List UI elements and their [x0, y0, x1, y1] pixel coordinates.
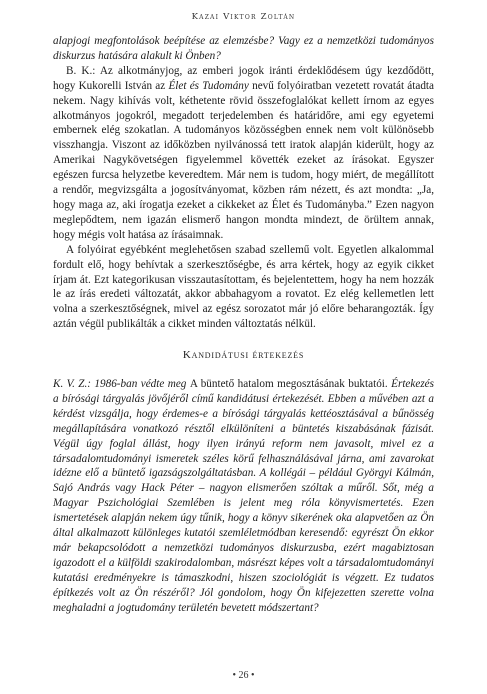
running-head: Kazai Viktor Zoltán [191, 12, 296, 22]
text-run: A büntető hatalom megosztásának buktatói. [189, 378, 388, 391]
paragraph [53, 377, 434, 616]
italic-text: alapjogi megfontolások beépítése az elemzésbe? Vagy ez a nemzetközi tudományos diskurzus hatására alakult ki Önben? [53, 35, 434, 62]
italic-text: Értekezés a bírósági tárgyalás jövőjéről című kandidátusi értekezését. Ebben a művében azt a kérdést vizsgálja, hogy érdemes-e a bírósági tárgyalás kettéosztásával a bűnösség megállapítására vonatkozó résztől elkülöníteni a büntetés kiszabásának fázisát. Végül úgy foglal állást, hogy ilyen irányú reform nem javasolt, mivel ez a társadalomtudományi ismeretek széles körű felhasználásával járna, ami zavarokat idézne elő a büntető igazságszolgáltatásban. A kollégái – például Györgyi Kálmán, Sajó András vagy Hack Péter – nagyon elismerően szóltak a műről. Sőt, még a Magyar Pszichológiai Szemlében is jelent meg róla könyvismertetés. Ezen ismertetések alapján nekem úgy tűnik, hogy a könyv sikerének oka alapvetően az Ön által alkalmazott különleges kutatói szemléletmódban keresendő: egyrészt Ön ekkor már bekapcsolódott a nemzetközi tudományos diskurzusba, ezért magabiztosan igazodott el a külföldi szakirodalomban, másrészt képes volt a társadalomtudományi kutatási eredményekre is támaszkodni, hiszen szociológiát is végzett. Ez tudatos építkezés volt az Ön részéről? Jól gondolom, hogy Ön kifejezetten szerette volna meghaladni a jogtudomány területén bevetett módszertant? [53, 378, 434, 614]
italic-text: Élet és Tudomány [168, 79, 249, 92]
paragraph [53, 243, 434, 332]
text-run: B. K.: Az alkotmányjog, az emberi jogok iránti érdeklődésem úgy kezdődött, hogy Kukorelli István az [53, 64, 434, 92]
paragraph [53, 34, 434, 64]
paragraph [53, 64, 434, 243]
italic-text: K. V. Z.: 1986-ban védte meg [53, 378, 190, 391]
interview-paragraphs-top [53, 34, 434, 332]
page-number: • 26 • [232, 670, 255, 681]
interview-paragraphs-bottom [53, 377, 434, 616]
text-run: nevű folyóiratban vezetett rovatát átadta nekem. Nagy kihívás volt, kéthetente rövid összefoglalókat kellett írnom az egyes alkotmányos jogokról, megadott terjedelemben és határidőre, ami egy egyetemi embernek elég szokatlan. A tudományos közösségben ennek nem volt különösebb visszhangja. Viszont az időközben nyilvánossá tett iratok alapján kiderült, hogy az Amerikai Nagykövetségen figyelemmel követték ezeket az írásokat. Egyszer egészen furcsa helyzetbe keveredtem. Már nem is tudom, hogy miért, de megállított a rendőr, megvizsgálta a jogosítványomat, közben rám nézett, és azt mondta: „Ja, hogy maga az, aki írogatja ezeket a cikkeket az Élet és Tudományba.” Ezen nagyon meglepődtem, nem igazán elismerő hangon mondta mindezt, de örültem annak, hogy mégis volt hatása az írásaimnak. [53, 79, 434, 241]
page-body [53, 34, 434, 616]
section-heading: Kandidátusi értekezés [182, 349, 305, 362]
text-run: A folyóirat egyébként meglehetősen szabad szellemű volt. Egyetlen alkalommal fordult elő, hogy behívtak a szerkesztőségbe, és arra kértek, hogy az egyik cikket írjam át. Ezt kategorikusan visszautasítottam, és bejelentettem, hogy ha nem hozzák le az írás eredeti változatát, akkor abbahagyom a rovatot. Ez elég kellemetlen lett volna a szerkesztőségnek, mivel az egész sorozatot már jó előre beharangozták. Így aztán végül publikálták a cikket minden változtatás nélkül. [53, 243, 434, 331]
